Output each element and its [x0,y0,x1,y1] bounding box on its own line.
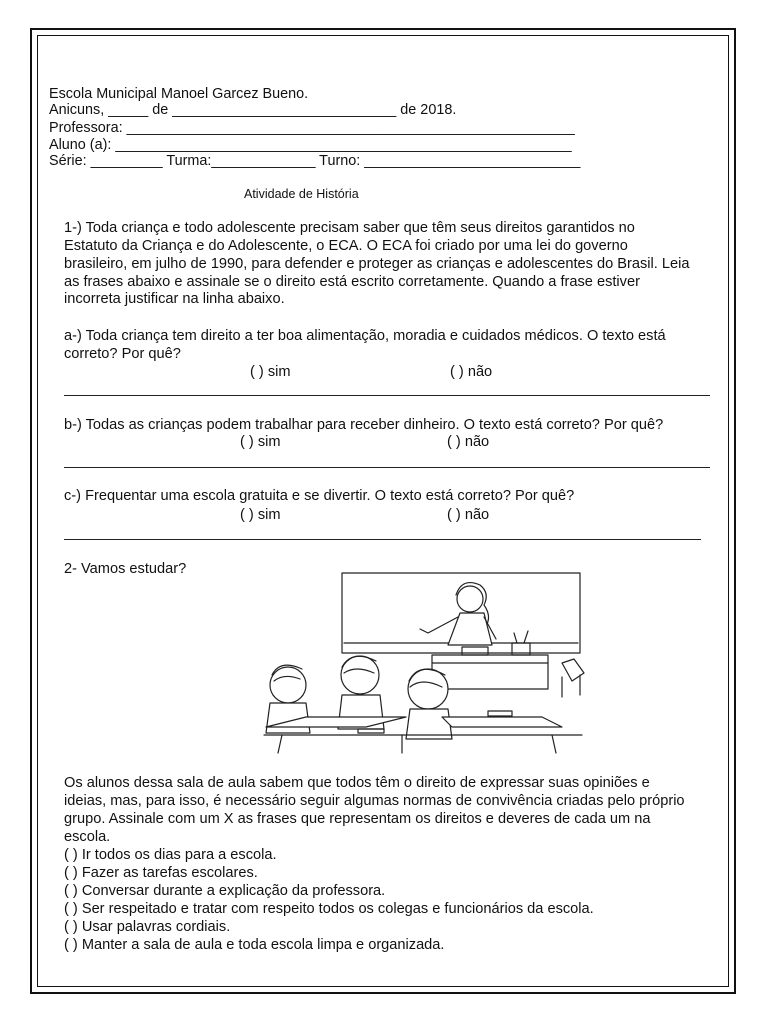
q1b-answer-line[interactable] [64,467,710,468]
q1a-sim-checkbox[interactable]: ( ) sim [250,364,291,380]
q1b-sim-checkbox[interactable]: ( ) sim [240,434,281,450]
school-name: Escola Municipal Manoel Garcez Bueno. [49,86,309,102]
q2-option-checkbox[interactable]: ( ) Conversar durante a explicação da professora. [64,883,386,899]
q2-option-checkbox[interactable]: ( ) Fazer as tarefas escolares. [64,865,258,881]
q1c-nao-checkbox[interactable]: ( ) não [447,507,490,523]
q1-text-line: 1-) Toda criança e todo adolescente precisam saber que têm seus direitos garantidos no [64,220,635,236]
page-title: Atividade de História [244,187,359,201]
q1c-text: c-) Frequentar uma escola gratuita e se divertir. O texto está correto? Por quê? [64,488,575,504]
q2-title: 2- Vamos estudar? [64,561,187,577]
date-line: Anicuns, _____ de ____________________________ de 2018. [49,102,457,118]
student-line: Aluno (a): _________________________________________________________ [49,137,572,153]
q1-text-line: Estatuto da Criança e do Adolescente, o ECA. O ECA foi criado por uma lei do governo [64,238,628,254]
q1c-answer-line[interactable] [64,539,701,540]
q1b-text: b-) Todas as crianças podem trabalhar para receber dinheiro. O texto está correto? Por quê? [64,417,664,433]
q2-option-checkbox[interactable]: ( ) Usar palavras cordiais. [64,919,231,935]
teacher-line: Professora: ________________________________________________________ [49,120,575,136]
q1b-nao-checkbox[interactable]: ( ) não [447,434,490,450]
q2-paragraph-line: Os alunos dessa sala de aula sabem que todos têm o direito de expressar suas opiniões e [64,775,650,791]
q1a-nao-checkbox[interactable]: ( ) não [450,364,493,380]
q1-text-line: incorreta justificar na linha abaixo. [64,291,285,307]
page-border-inner [37,35,729,987]
q1a-text: a-) Toda criança tem direito a ter boa alimentação, moradia e cuidados médicos. O texto está [64,328,666,344]
q2-option-checkbox[interactable]: ( ) Manter a sala de aula e toda escola limpa e organizada. [64,937,445,953]
class-line: Série: _________ Turma:_____________ Turno: ___________________________ [49,153,581,169]
q1-text-line: brasileiro, em julho de 1990, para defender e proteger as crianças e adolescentes do Brasil. Leia [64,256,690,272]
q2-option-checkbox[interactable]: ( ) Ser respeitado e tratar com respeito todos os colegas e funcionários da escola. [64,901,594,917]
q1a-answer-line[interactable] [64,395,710,396]
q1-text-line: as frases abaixo e assinale se o direito está escrito corretamente. Quando a frase estiver [64,274,640,290]
classroom-illustration [262,567,588,755]
q2-paragraph-line: escola. [64,829,111,845]
q2-paragraph-line: grupo. Assinale com um X as frases que representam os direitos e deveres de cada um na [64,811,651,827]
q1c-sim-checkbox[interactable]: ( ) sim [240,507,281,523]
q2-paragraph-line: ideias, mas, para isso, é necessário seguir algumas normas de convivência criadas pelo próprio [64,793,685,809]
q1a-text: correto? Por quê? [64,346,181,362]
q2-option-checkbox[interactable]: ( ) Ir todos os dias para a escola. [64,847,277,863]
